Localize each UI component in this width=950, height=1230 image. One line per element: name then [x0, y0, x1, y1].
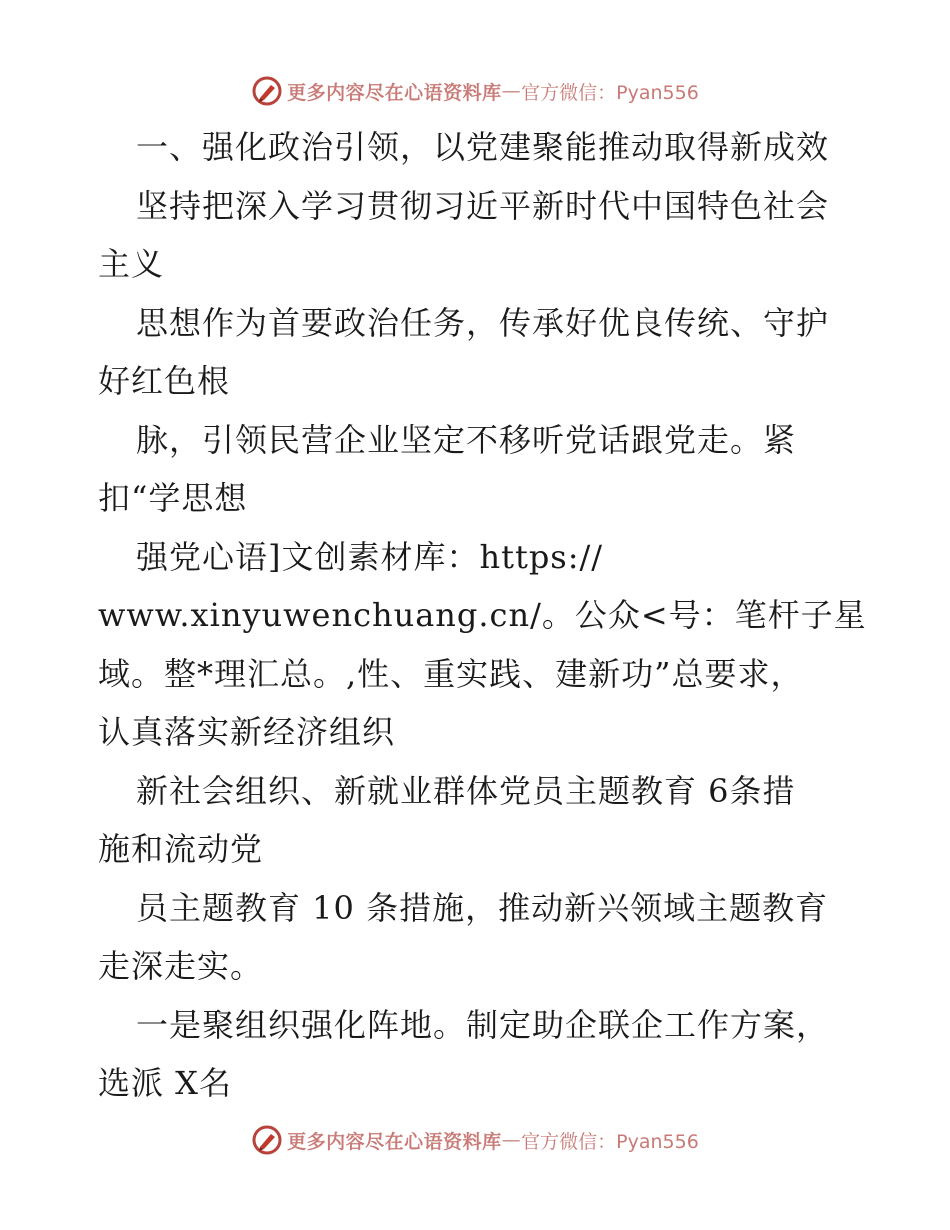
text-line: 好红色根 — [98, 362, 231, 400]
text-line: 新社会组织、新就业群体党员主题教育 6条措 — [136, 771, 796, 810]
text-line: 思想作为首要政治任务，传承好优良传统、守护 — [136, 303, 830, 342]
watermark-text: 更多内容尽在心语资料库 — [287, 81, 502, 104]
pen-logo-icon — [251, 1124, 283, 1156]
text-line: 强党心语]文创素材库：https:// — [136, 537, 604, 576]
text-line: 一是聚组织强化阵地。制定助企联企工作方案， — [136, 1005, 830, 1044]
document-body — [98, 118, 867, 1113]
watermark-text: 更多内容尽在心语资料库 — [287, 1130, 502, 1153]
text-line: 脉，引领民营企业坚定不移听党话跟党走。紧 — [136, 420, 797, 459]
footer-watermark — [0, 1120, 950, 1160]
text-line: 一、强化政治引领，以党建聚能推动取得新成效 — [136, 128, 830, 166]
text-line: 扣“学思想 — [98, 479, 248, 517]
watermark-separator: — — [501, 80, 522, 102]
header-watermark — [0, 71, 950, 111]
text-line: 选派 X名 — [98, 1064, 232, 1102]
text-line: 认真落实新经济组织 — [98, 713, 396, 751]
text-line: 主义 — [98, 245, 165, 283]
text-line: 走深走实。 — [98, 947, 264, 985]
text-line: 坚持把深入学习贯彻习近平新时代中国特色社会 — [136, 186, 830, 225]
pen-logo-icon — [251, 75, 283, 107]
text-line: www.xinyuwenchuang.cn/。公众<号：笔杆子星 — [98, 596, 867, 634]
text-line: 员主题教育 10 条措施，推动新兴领域主题教育 — [136, 888, 829, 927]
watermark-wechat: 官方微信：Pyan556 — [521, 1130, 699, 1153]
watermark-wechat: 官方微信：Pyan556 — [521, 81, 699, 104]
text-line: 域。整*理汇总。,性、重实践、建新功”总要求， — [98, 654, 804, 693]
watermark-separator: — — [501, 1129, 522, 1151]
text-line: 施和流动党 — [98, 830, 264, 868]
